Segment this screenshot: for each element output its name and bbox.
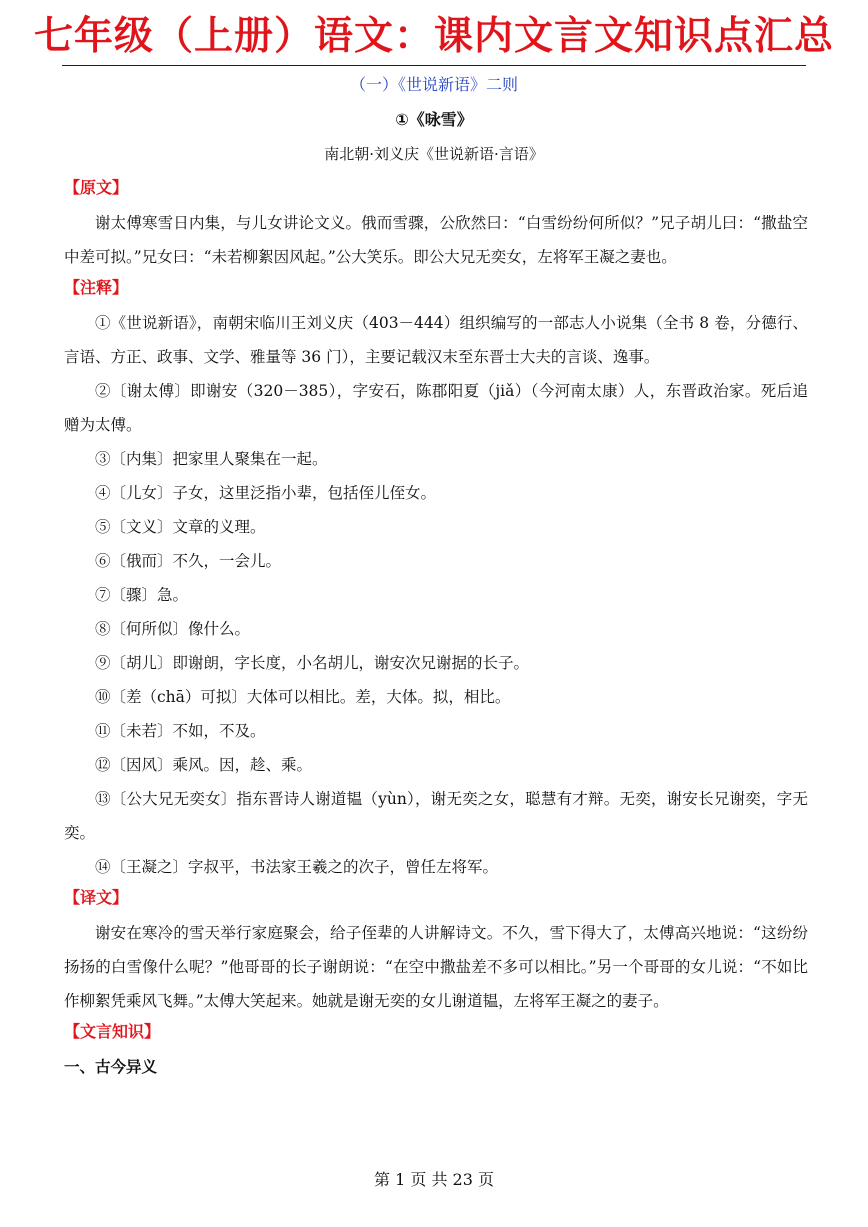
note-item: ⑪〔未若〕不如，不及。 (95, 722, 266, 740)
note-item: ③〔内集〕把家里人聚集在一起。 (95, 450, 328, 468)
page-number-footer: 第 1 页 共 23 页 (374, 1170, 494, 1189)
document-title: 七年级（上册）语文：课内文言文知识点汇总 (33, 14, 834, 59)
original-text: 谢太傅寒雪日内集，与儿女讲论文义。俄而雪骤，公欣然曰：“白雪纷纷何所似？”兄子胡儿曰：“撒盐空中差可拟。”兄女曰：“未若柳絮因风起。”公大笑乐。即公大兄无奕女，左将军王凝之妻也。 (64, 214, 808, 266)
note-item: ①《世说新语》，南朝宋临川王刘义庆（403－444）组织编写的一部志人小说集（全书 8 卷，分德行、言语、方正、政事、文学、雅量等 36 门），主要记载汉末至东晋士大夫的言谈、逸事。 (64, 314, 808, 366)
note-item: ⑩〔差（chā）可拟〕大体可以相比。差，大体。拟，相比。 (95, 688, 511, 706)
note-item: ⑭〔王凝之〕字叔平，书法家王羲之的次子，曾任左将军。 (95, 858, 499, 876)
note-item: ⑥〔俄而〕不久，一会儿。 (95, 552, 282, 570)
note-item: ⑦〔骤〕急。 (95, 586, 189, 604)
author-line: 南北朝·刘义庆《世说新语·言语》 (324, 145, 544, 163)
note-item: ⑨〔胡儿〕即谢朗，字长度，小名胡儿，谢安次兄谢据的长子。 (95, 654, 530, 672)
knowledge-subheading: 一、古今异义 (64, 1058, 158, 1076)
original-heading: 【原文】 (64, 178, 129, 197)
title-underline (62, 65, 806, 66)
notes-heading: 【注释】 (64, 278, 129, 297)
note-item: ⑤〔文义〕文章的义理。 (95, 518, 266, 536)
note-item: ②〔谢太傅〕即谢安（320－385），字安石，陈郡阳夏（jiǎ）（今河南太康）人，东晋政治家。死后追赠为太傅。 (64, 382, 808, 434)
knowledge-heading: 【文言知识】 (64, 1022, 161, 1041)
translation-text: 谢安在寒冷的雪天举行家庭聚会，给子侄辈的人讲解诗文。不久，雪下得大了，太傅高兴地说：“这纷纷扬扬的白雪像什么呢？”他哥哥的长子谢朗说：“在空中撒盐差不多可以相比。”另一个哥哥的女儿说：“不如比作柳絮凭乘风飞舞。”太傅大笑起来。她就是谢无奕的女儿谢道韫，左将军王凝之的妻子。 (64, 924, 808, 1010)
note-item: ⑧〔何所似〕像什么。 (95, 620, 251, 638)
poem-title: ①《咏雪》 (395, 110, 473, 129)
note-item: ⑬〔公大兄无奕女〕指东晋诗人谢道韫（yùn），谢无奕之女，聪慧有才辩。无奕，谢安长兄谢奕，字无奕。 (64, 790, 808, 842)
note-item: ⑫〔因风〕乘风。因，趁、乘。 (95, 756, 313, 774)
translation-heading: 【译文】 (64, 888, 129, 907)
main-content (64, 174, 808, 1084)
section-subtitle: （一）《世说新语》二则 (349, 75, 518, 94)
note-item: ④〔儿女〕子女，这里泛指小辈，包括侄儿侄女。 (95, 484, 437, 502)
notes-list (64, 306, 808, 884)
